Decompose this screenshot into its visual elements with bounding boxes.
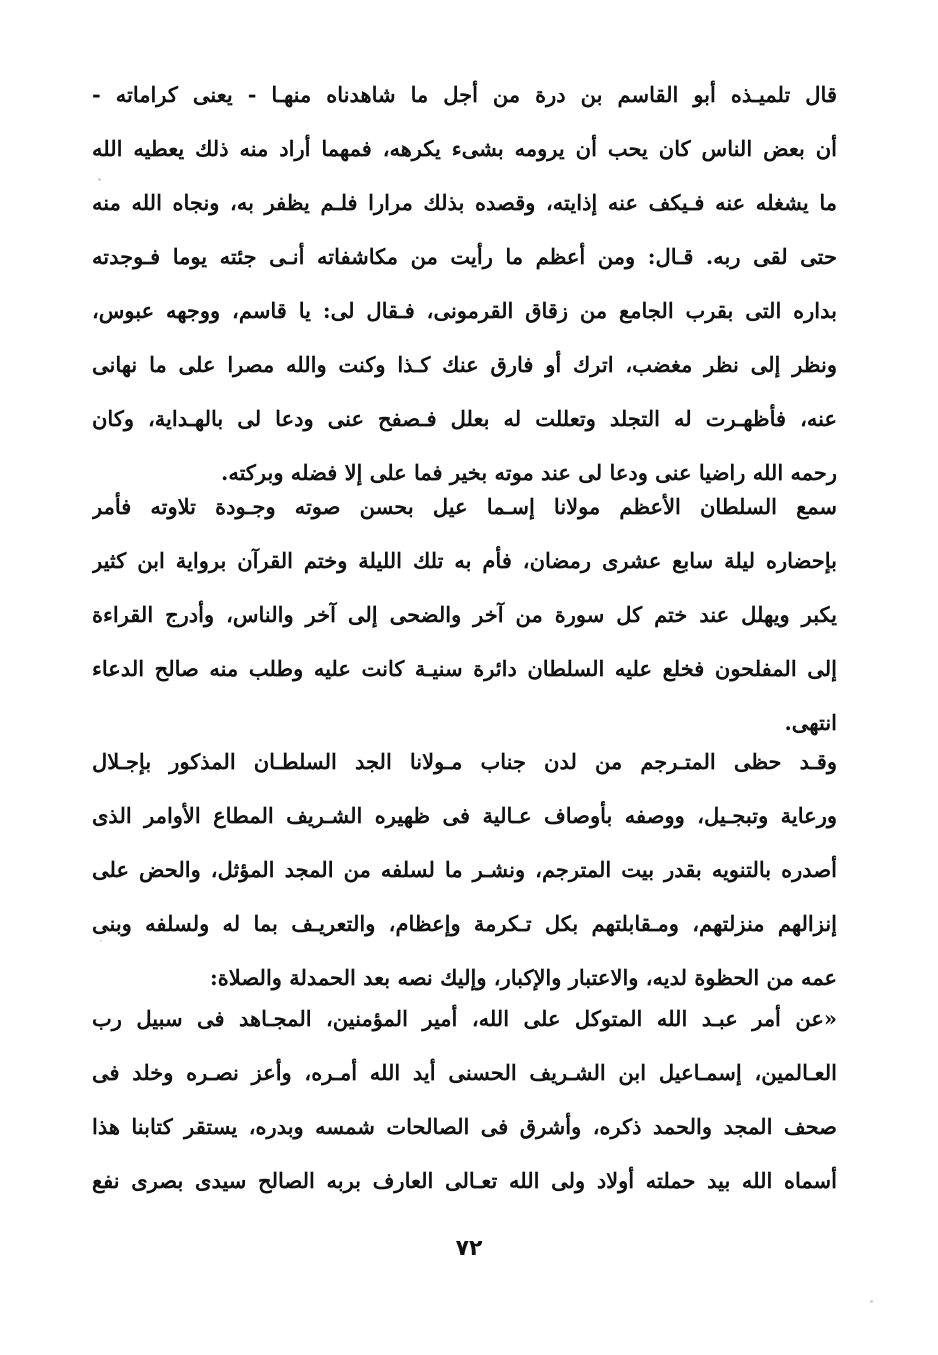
paragraph-honors <box>92 735 837 1005</box>
text-line: حتى لقى ربه. قـال: ومن أعظم ما رأيت من مكاشفاته أنـى جئته يوما فـوجدته <box>92 244 837 269</box>
text-line: وقـد حظى المتـرجم من لدن جناب مـولانا الجد السلطـان المذكور بإجـلال <box>92 749 837 774</box>
scan-speck <box>100 940 102 942</box>
text-line: عمه من الحظوة لديه، والاعتبار والإكبار، وإليك نصه بعد الحمدلة والصلاة: <box>210 965 837 990</box>
text-line: بداره التى بقرب الجامع من زقاق القرمونى، فـقال لى: يا قاسم، ووجهه عبوس، <box>92 298 837 323</box>
text-line: انتهى. <box>784 710 837 735</box>
text-line: إلى المفلحون فخلع عليه السلطان دائرة سنيـة كانت عليه وطلب منه صالح الدعاء <box>92 656 837 681</box>
text-line: «عن أمر عبـد الله المتوكل على الله، أمير المؤمنين، المجـاهد فى سبيل رب <box>92 1006 837 1031</box>
text-line: ورعاية وتبجـيل، ووصفه بأوصاف عـالية فى ظهيره الشـريف المطاع الأوامر الذى <box>92 803 837 828</box>
scan-speck <box>870 1300 873 1303</box>
text-line: إنزالهم منزلتهم، ومـقابلتهم بكل تـكرمة وإعظام، والتعريـف بما له ولسلفه وبنى <box>92 911 837 936</box>
text-line: أسماه الله بيد حملته أولاد ولى الله تعـالى العارف بربه الصالح سيدى بصرى نفع <box>92 1168 837 1193</box>
text-line: سمع السلطان الأعظم مولانا إسـما عيل بحسن صوته وجـودة تلاوته فأمر <box>92 494 837 519</box>
text-line: ونظر إلى نظر مغضب، اترك أو فارق عنك كـذا وكنت والله مصرا على ما نهانى <box>92 352 837 377</box>
text-line: عنه، فأظهـرت له التجلد وتعللت له بعلل فـصفح عنى ودعا لى بالهـداية، وكان <box>92 406 837 431</box>
text-line: رحمه الله راضيا عنى ودعا لى عند موته بخير فما على إلا فضله وبركته. <box>221 460 837 485</box>
paragraph-decree <box>92 992 837 1208</box>
paragraph-karamat <box>92 68 837 500</box>
scan-speck <box>98 178 101 181</box>
text-line: أصدره بالتنويه بقدر بيت المترجم، ونشـر ما لسلفه من المجد المؤثل، والحض على <box>92 857 837 882</box>
text-line: العـالمين، إسمـاعيل ابن الشـريف الحسنى أيد الله أمـره، وأعز نصـره وخلد فى <box>92 1060 837 1085</box>
text-line: ما يشغله عنه فـيكف عنه إذايته، وقصده بذلك مرارا فلـم يظفر به، ونجاه الله منه <box>92 190 837 215</box>
text-line: بإحضاره ليلة سابع عشرى رمضان، فأم به تلك الليلة وختم القرآن برواية ابن كثير <box>92 548 837 573</box>
text-line: يكبر ويهلل عند ختم كل سورة من آخر والضحى إلى آخر والناس، وأدرج القراءة <box>92 602 837 627</box>
paragraph-sultan-recitation <box>92 480 837 750</box>
text-line: قال تلميـذه أبو القاسم بن درة من أجل ما شاهدناه منهـا - يعنى كراماته - <box>92 82 837 107</box>
page-number: ٧٢ <box>455 1236 483 1261</box>
text-line: أن بعض الناس كان يحب أن يرومه بشىء يكرهه، فمهما أراد منه ذلك يعطيه الله <box>92 136 837 161</box>
text-line: صحف المجد والحمد ذكره، وأشرق فى الصالحات شمسه وبدره، يستقر كتابنا هذا <box>92 1114 837 1139</box>
